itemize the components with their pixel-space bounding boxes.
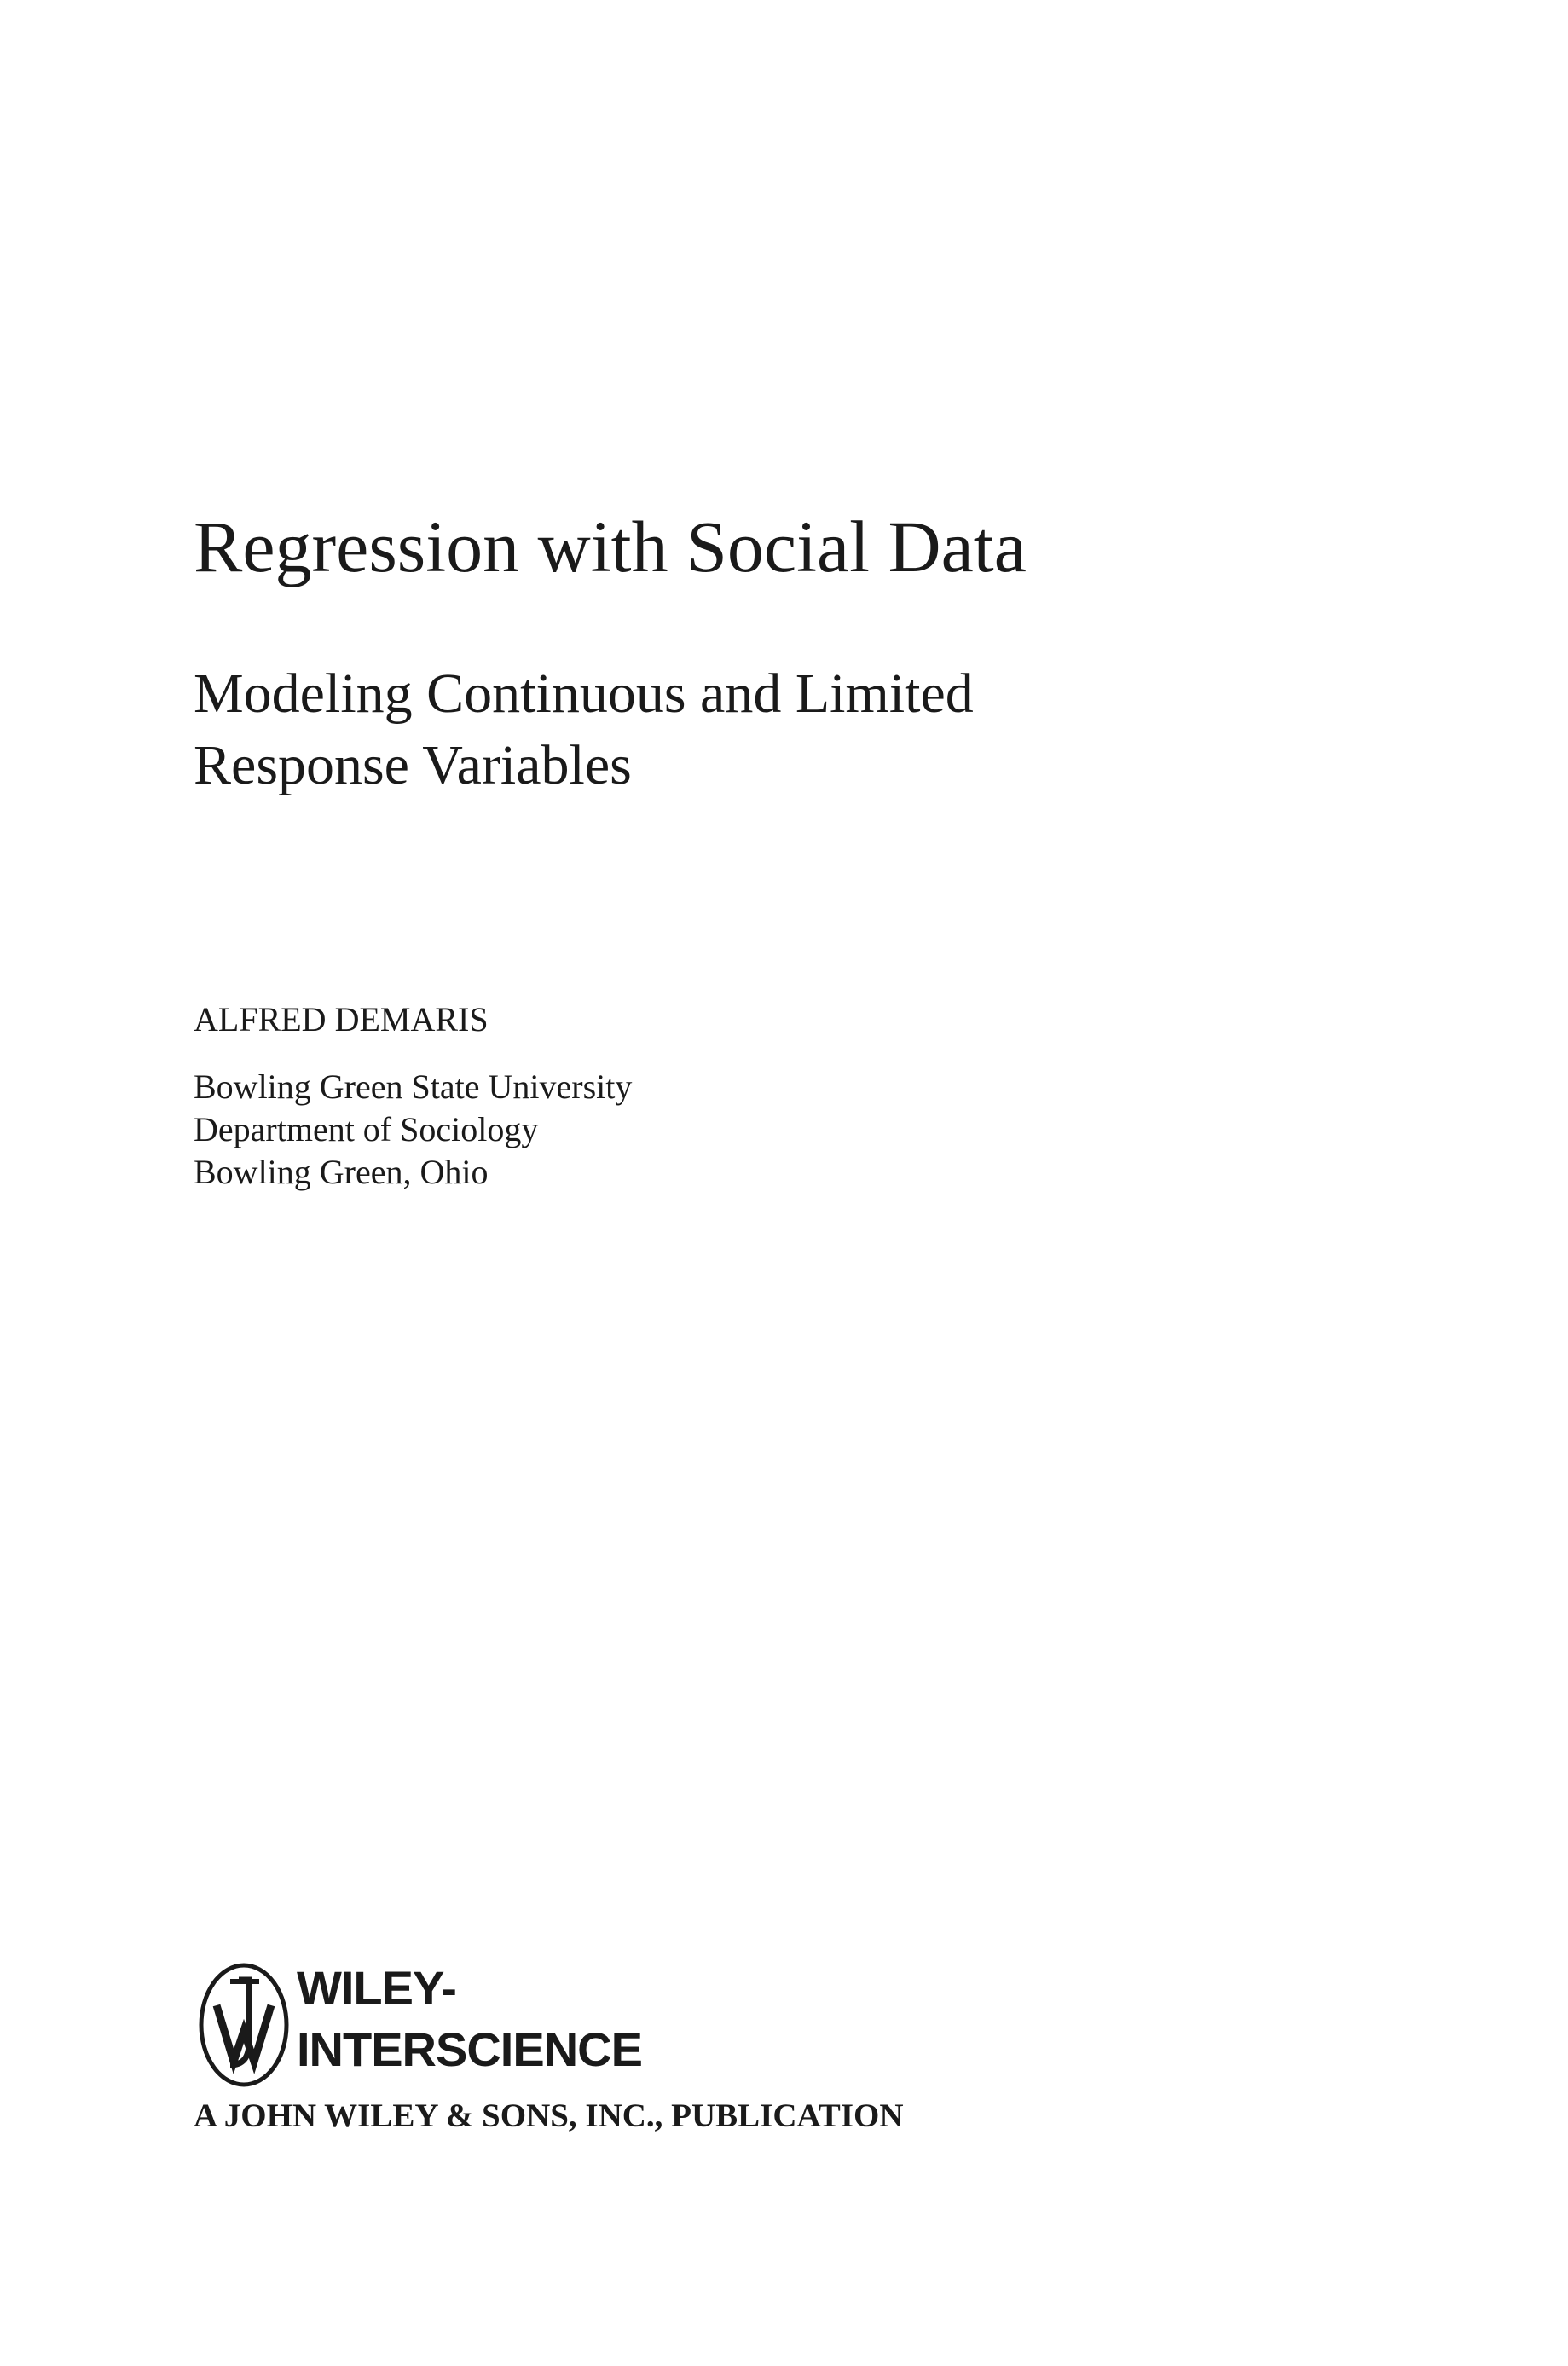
affiliation-line-3: Bowling Green, Ohio: [194, 1153, 489, 1191]
author-name: ALFRED DEMARIS: [194, 1000, 489, 1038]
wiley-jw-emblem-icon: [196, 1961, 292, 2089]
logo-wordmark-line-1: WILEY-: [297, 1961, 456, 2015]
affiliation-line-2: Department of Sociology: [194, 1110, 539, 1148]
subtitle-line-1: Modeling Continuous and Limited: [194, 662, 974, 725]
affiliation-line-1: Bowling Green State University: [194, 1067, 633, 1106]
subtitle-line-2: Response Variables: [194, 734, 632, 796]
publisher-imprint: A JOHN WILEY & SONS, INC., PUBLICATION: [194, 2097, 904, 2134]
book-title: Regression with Social Data: [194, 506, 1027, 587]
book-subtitle: [194, 658, 974, 801]
logo-wordmark-line-2: INTERSCIENCE: [297, 2022, 642, 2076]
author-affiliation: [194, 1066, 632, 1194]
publisher-logo: [196, 1961, 674, 2097]
